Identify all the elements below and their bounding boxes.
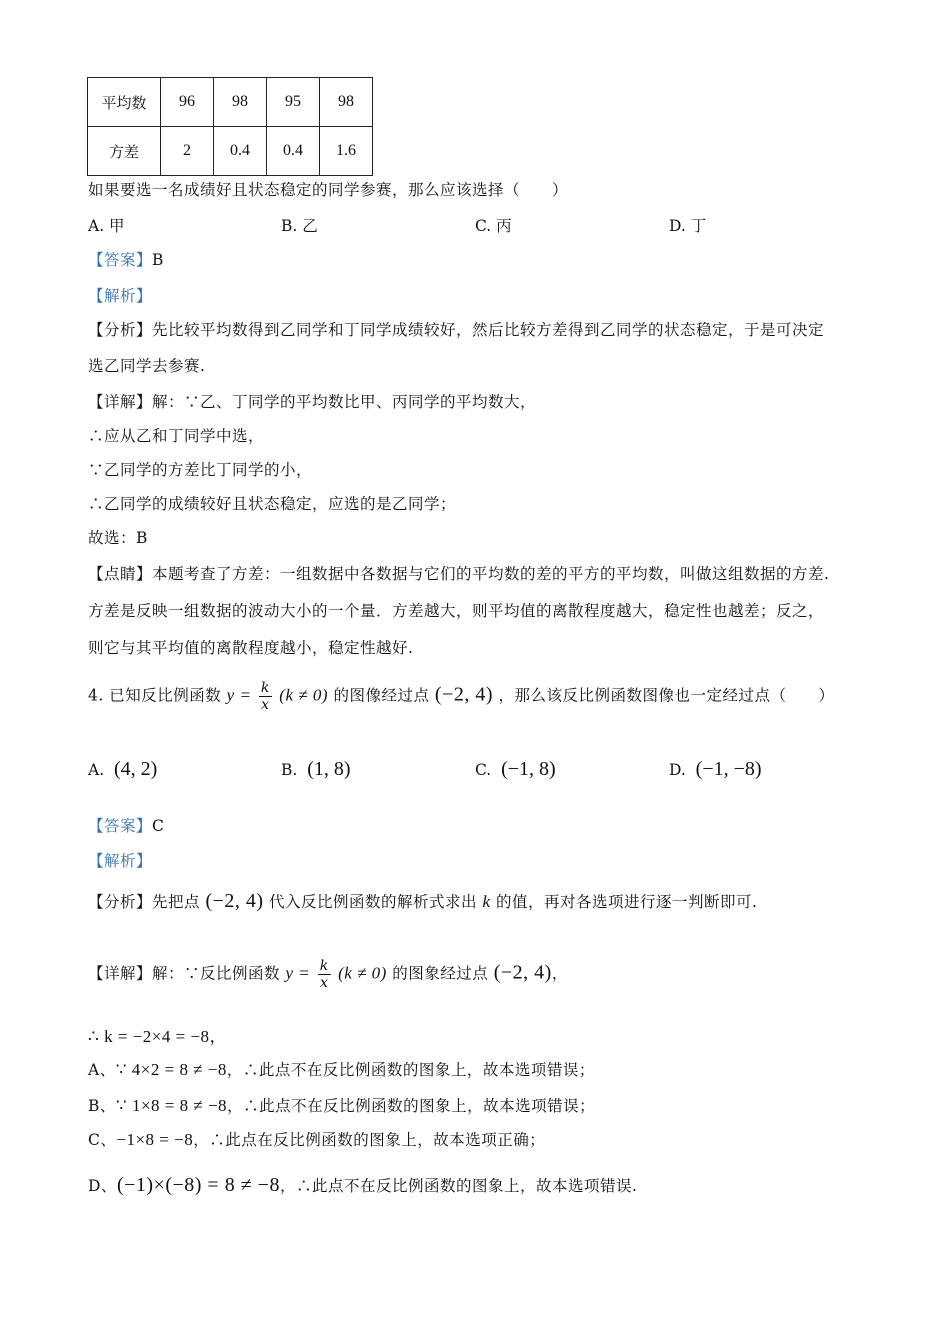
function-condition: (k ≠ 0) (279, 685, 328, 705)
option-check-c: C、−1×8 = −8，∴此点在反比例函数的图象上，故本选项正确； (88, 1130, 546, 1149)
q3-dianjing (88, 562, 829, 584)
q4-option-d: D. (−1, −8) (669, 758, 762, 780)
q3-question: 如果要选一名成绩好且状态稳定的同学参赛，那么应该选择（ ） (88, 181, 569, 199)
table-row (88, 78, 373, 127)
q4-analysis-tag: 【解析】 (88, 852, 153, 870)
answer-tag: 【答案】 (88, 817, 153, 835)
option-check-b: B、∵ 1×8 = 8 ≠ −8，∴此点不在反比例函数的图象上，故本选项错误； (88, 1096, 596, 1115)
q4-stem (88, 680, 834, 713)
q4-answer (88, 814, 164, 836)
q3-analysis-tag: 【解析】 (88, 287, 153, 305)
score-table (87, 77, 373, 176)
q3-fenxi (88, 318, 824, 340)
q3-option-a: A. 甲 (88, 217, 125, 235)
row-label: 方差 (88, 127, 161, 176)
option-check-a: A、∵ 4×2 = 8 ≠ −8，∴此点不在反比例函数的图象上，故本选项错误； (88, 1060, 595, 1079)
given-point: (−2, 4) (434, 683, 493, 706)
xiangjie-text: 解：∵乙、丁同学的平均数比甲、丙同学的平均数大， (152, 393, 537, 411)
fenxi-point: (−2, 4) (205, 890, 264, 912)
stem-prefix: 4. 已知反比例函数 (88, 686, 222, 705)
answer-value: C (152, 817, 165, 835)
fenxi-text: 先比较平均数得到乙同学和丁同学成绩较好，然后比较方差得到乙同学的状态稳定，于是可决定 (152, 321, 825, 339)
table-cell: 0.4 (267, 127, 320, 176)
dianjing-text: 本题考查了方差：一组数据中各数据与它们的平均数的差的平方的平均数，叫做这组数据的方差. (152, 565, 830, 583)
option-check-d: D、(−1)×(−8) = 8 ≠ −8，∴此点不在反比例函数的图象上，故本选项错误. (88, 1174, 638, 1196)
q3-xiangjie (88, 390, 536, 412)
q3-step: ∵乙同学的方差比丁同学的小， (88, 461, 313, 479)
q3-option-b: B. 乙 (281, 217, 318, 235)
q3-conclusion: 故选：B (88, 529, 148, 547)
k-computation: ∴ k = −2×4 = −8， (88, 1027, 228, 1046)
q4-xiangjie: 【详解】解：∵反比例函数 y = $\frac{k}{x}$ (k ≠ 0) 的图象经过点 (−2, 4)， (88, 958, 568, 991)
q3-option-d: D. 丁 (669, 217, 707, 235)
xiangjie-tag: 【详解】 (88, 964, 153, 983)
q3-option-c: C. 丙 (475, 217, 512, 235)
stem-suffix: ，那么该反比例函数图像也一定经过点（ ） (498, 686, 835, 705)
q4-option-c: C. (−1, 8) (475, 758, 556, 780)
function-lhs: y = (226, 685, 252, 705)
q3-step: ∴乙同学的成绩较好且状态稳定，应选的是乙同学； (88, 495, 457, 513)
answer-value: B (152, 251, 164, 269)
function-fraction: $\frac{k}{x}$ (260, 680, 270, 713)
q3-dianjing-cont: 则它与其平均值的离散程度越小，稳定性越好. (88, 639, 414, 657)
dianjing-tag: 【点睛】 (88, 565, 153, 583)
q3-step: ∴应从乙和丁同学中选， (88, 427, 265, 445)
table-cell: 2 (161, 127, 214, 176)
function-fraction: $\frac{k}{x}$ (319, 958, 329, 991)
q4-option-b: B. (1, 8) (281, 758, 351, 780)
table-cell: 98 (320, 78, 373, 127)
answer-tag: 【答案】 (88, 251, 153, 269)
q3-answer (88, 248, 164, 270)
row-label: 平均数 (88, 78, 161, 127)
q3-fenxi-cont: 选乙同学去参赛. (88, 357, 206, 375)
q4-fenxi: 【分析】先把点 (−2, 4) 代入反比例函数的解析式求出 k 的值，再对各选项进行逐一判断即可. (88, 890, 758, 912)
q4-option-a: A. (4, 2) (88, 758, 158, 780)
stem-mid: 的图像经过点 (333, 686, 430, 705)
table-cell: 1.6 (320, 127, 373, 176)
q3-dianjing-cont: 方差是反映一组数据的波动大小的一个量．方差越大，则平均值的离散程度越大，稳定性也越差；反之， (88, 602, 825, 620)
table-cell: 95 (267, 78, 320, 127)
table-row (88, 127, 373, 176)
table-cell: 0.4 (214, 127, 267, 176)
fenxi-k: k (482, 892, 491, 911)
fenxi-tag: 【分析】 (88, 893, 153, 911)
table-cell: 96 (161, 78, 214, 127)
xiangjie-tag: 【详解】 (88, 393, 153, 411)
table-cell: 98 (214, 78, 267, 127)
fenxi-tag: 【分析】 (88, 321, 153, 339)
